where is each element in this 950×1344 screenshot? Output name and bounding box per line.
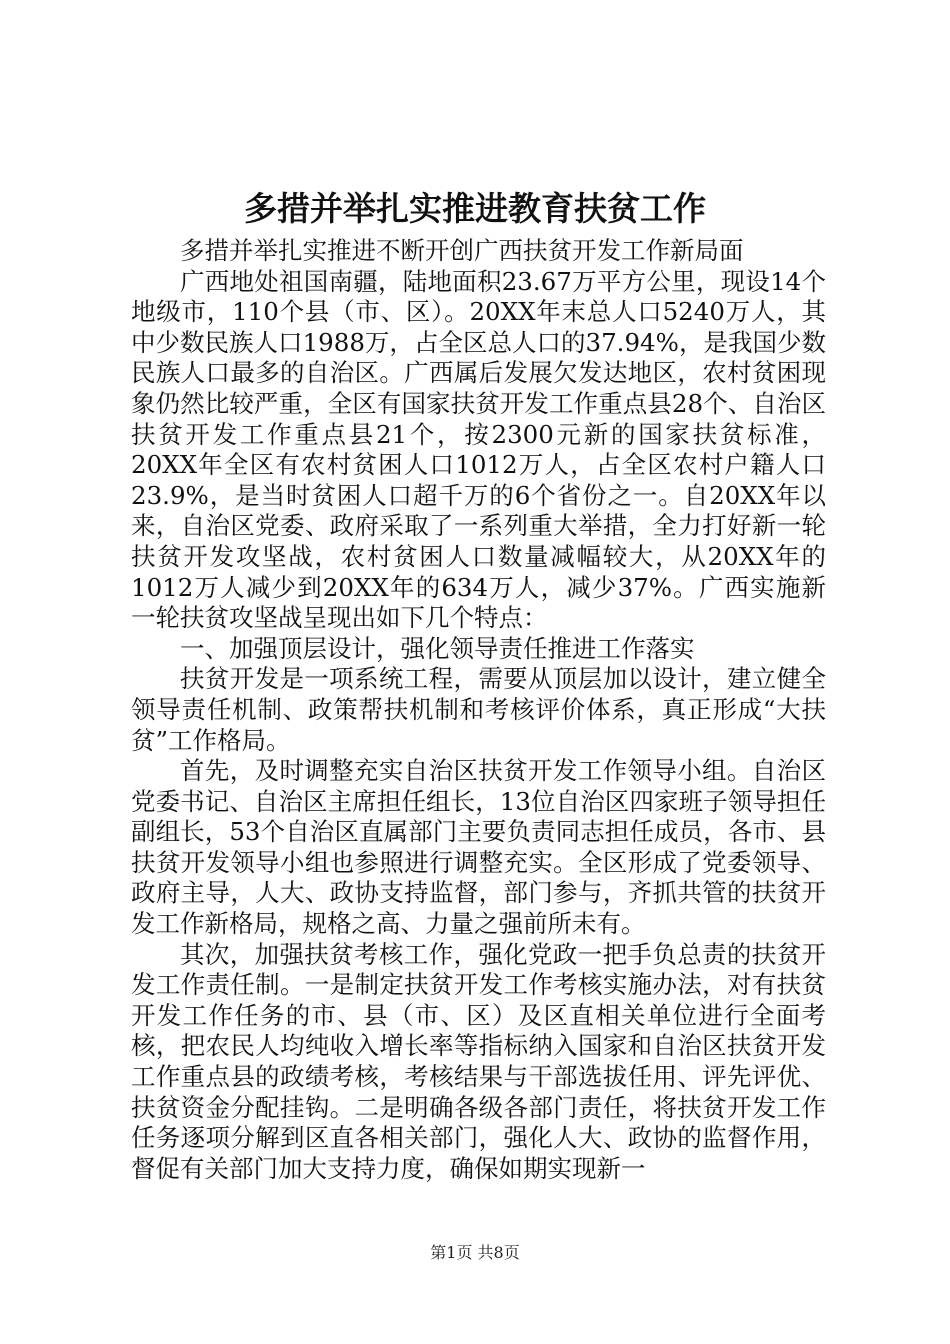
document-body <box>131 236 826 1184</box>
paragraph: 广西地处祖国南疆，陆地面积23.67万平方公里，现设14个地级市，110个县（市、区）。20XX年末总人口5240万人，其中少数民族人口1988万，占全区总人口的37.94%，是我国少数民族人口最多的自治区。广西属后发展欠发达地区，农村贫困现象仍然比较严重，全区有国家扶贫开发工作重点县28个、自治区扶贫开发工作重点县21个，按2300元新的国家扶贫标准，20XX年全区有农村贫困人口1012万人，占全区农村户籍人口23.9%，是当时贫困人口超千万的6个省份之一。自20XX年以来，自治区党委、政府采取了一系列重大举措，全力打好新一轮扶贫开发攻坚战，农村贫困人口数量减幅较大，从20XX年的1012万人减少到20XX年的634万人，减少37%。广西实施新一轮扶贫攻坚战呈现出如下几个特点： <box>131 266 826 633</box>
page-footer: 第1页 共8页 <box>430 1243 520 1262</box>
paragraph: 扶贫开发是一项系统工程，需要从顶层加以设计，建立健全领导责任机制、政策帮扶机制和考核评价体系，真正形成“大扶贫”工作格局。 <box>131 664 826 755</box>
section-heading: 一、加强顶层设计，强化领导责任推进工作落实 <box>180 633 695 663</box>
document-title: 多措并举扎实推进教育扶贫工作 <box>244 189 706 228</box>
paragraph: 首先，及时调整充实自治区扶贫开发工作领导小组。自治区党委书记、自治区主席担任组长，13位自治区四家班子领导担任副组长，53个自治区直属部门主要负责同志担任成员，各市、县扶贫开发领导小组也参照进行调整充实。全区形成了党委领导、政府主导，人大、政协支持监督，部门参与，齐抓共管的扶贫开发工作新格局，规格之高、力量之强前所未有。 <box>131 756 826 939</box>
paragraph: 多措并举扎实推进不断开创广西扶贫开发工作新局面 <box>180 236 744 265</box>
paragraph: 其次，加强扶贫考核工作，强化党政一把手负总责的扶贫开发工作责任制。一是制定扶贫开发工作考核实施办法，对有扶贫开发工作任务的市、县（市、区）及区直相关单位进行全面考核，把农民人均纯收入增长率等指标纳入国家和自治区扶贫开发工作重点县的政绩考核，考核结果与干部选拔任用、评先评优、扶贫资金分配挂钩。二是明确各级各部门责任，将扶贫开发工作任务逐项分解到区直各相关部门，强化人大、政协的监督作用，督促有关部门加大支持力度，确保如期实现新一 <box>131 939 826 1183</box>
